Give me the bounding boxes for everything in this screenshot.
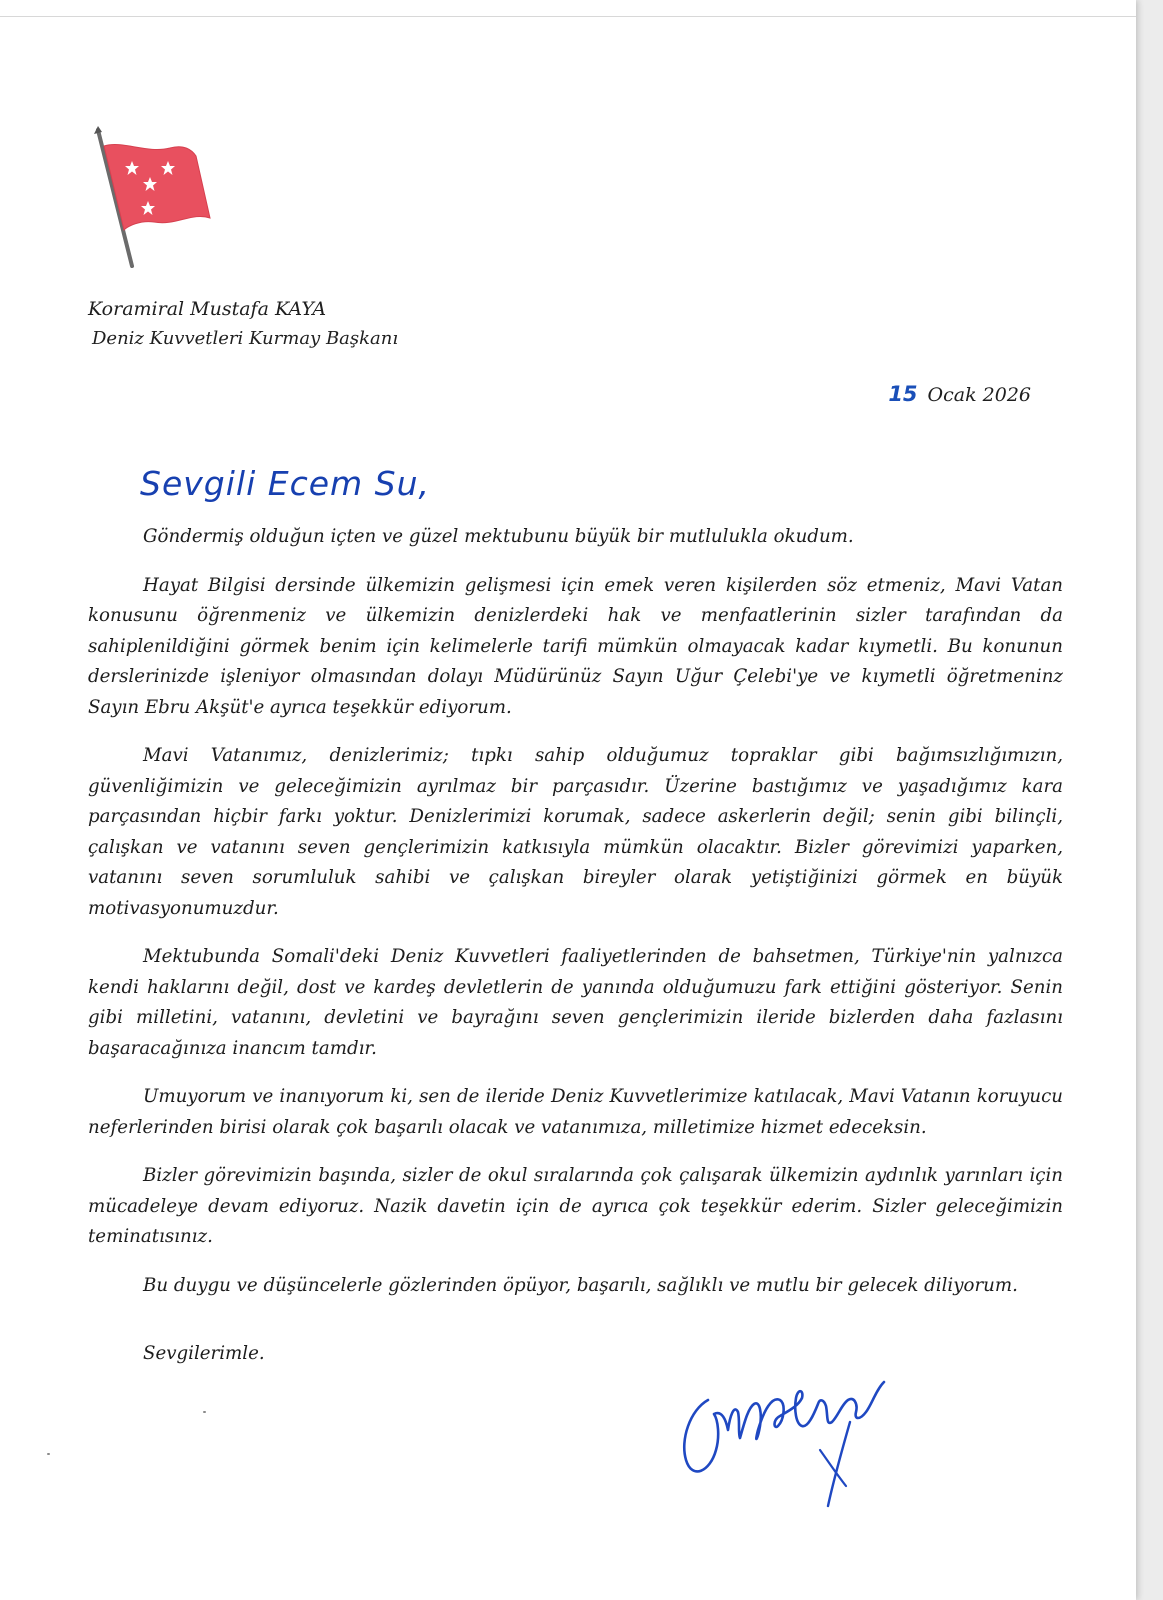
paragraph: Göndermiş olduğun içten ve güzel mektubunu büyük bir mutlulukla okudum.: [143, 526, 854, 547]
sender-name: Koramiral Mustafa KAYA: [88, 298, 327, 320]
date-month-year: Ocak 2026: [927, 384, 1031, 406]
paper-edge: [0, 16, 1136, 17]
letter-body: [88, 522, 1063, 1319]
sender-block: [88, 294, 398, 354]
salutation: Sevgili Ecem Su,: [140, 464, 431, 503]
date-day: 15: [888, 382, 918, 406]
letter-date: [888, 382, 1031, 406]
signature: [680, 1360, 920, 1510]
paper-speck: [47, 1453, 50, 1455]
paragraph: Umuyorum ve inanıyorum ki, sen de ileride Deniz Kuvvetlerimize katılacak, Mavi Vatanın koruyucu neferlerinden birisi olarak çok başarılı olacak ve vatanımıza, milletimize hizmet edeceksin.: [88, 1086, 1063, 1138]
paragraph: Bu duygu ve düşüncelerle gözlerinden öpüyor, başarılı, sağlıklı ve mutlu bir gelecek diliyorum.: [143, 1274, 1018, 1296]
admiral-flag-icon: [92, 126, 222, 271]
paragraph: Mavi Vatanımız, denizlerimiz; tıpkı sahip olduğumuz topraklar gibi bağımsızlığımızın, güvenliğimizin ve geleceğimizin ayrılmaz bir parçasıdır. Üzerine bastığımız ve yaşadığımız kara parçasından hiçbir farkı yoktur. Denizlerimizi korumak, sadece askerlerin değil; senin gibi bilinçli, çalışkan ve vatanını seven gençlerimizin katkısıyla mümkün olacaktır. Bizler görevimizi yaparken, vatanını seven sorumluluk sahibi ve çalışkan bireyler olarak yetiştiğinizi görmek en büyük motivasyonumuzdur.: [88, 745, 1063, 919]
sender-title: Deniz Kuvvetleri Kurmay Başkanı: [92, 328, 399, 349]
paper-speck: [203, 1411, 206, 1413]
paragraph: Bizler görevimizin başında, sizler de okul sıralarında çok çalışarak ülkemizin aydınlık yarınları için mücadeleye devam ediyoruz. Nazik davetin için de ayrıca çok teşekkür ederim. Sizler geleceğimizin teminatısınız.: [88, 1165, 1063, 1247]
closing: Sevgilerimle.: [143, 1343, 265, 1364]
paragraph: Mektubunda Somali'deki Deniz Kuvvetleri faaliyetlerinden de bahsetmen, Türkiye'nin yalnızca kendi haklarını değil, dost ve kardeş devletlerin de yanında olduğumuzu fark ettiğini gösteriyor. Senin gibi milletini, vatanını, devletini ve bayrağını seven gençlerimizin ileride bizlerden daha fazlasını başaracağınıza inancım tamdır.: [88, 946, 1063, 1059]
paragraph: Hayat Bilgisi dersinde ülkemizin gelişmesi için emek veren kişilerden söz etmeniz, Mavi Vatan konusunu öğrenmeniz ve ülkemizin denizlerdeki hak ve menfaatlerinin sizler tarafından da sahiplenildiğini görmek benim için kelimelerle tarifi mümkün olmayacak kadar kıymetli. Bu konunun derslerinizde işleniyor olmasından dolayı Müdürünüz Sayın Uğur Çelebi'ye ve kıymetli öğretmeninz Sayın Ebru Akşüt'e ayrıca teşekkür ediyorum.: [88, 574, 1063, 718]
